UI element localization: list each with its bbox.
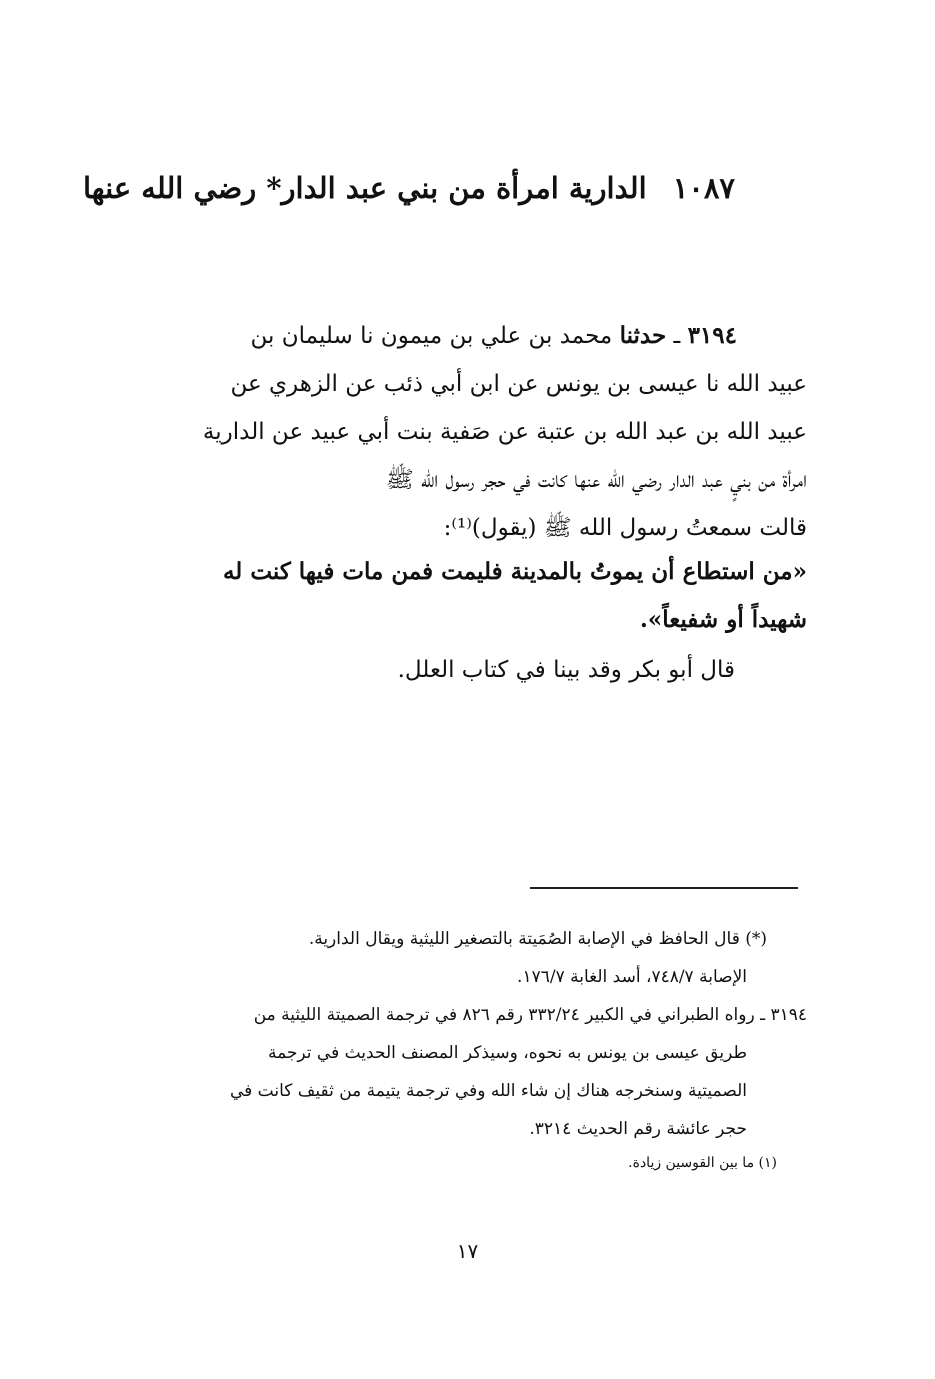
hadith-line: عبيد الله نا عيسى بن يونس عن ابن أبي ذئب عن الزهري عن <box>230 371 807 397</box>
hadith-text <box>127 312 807 552</box>
haddathana-word: حدثنا <box>619 322 667 349</box>
biography-title: الدارية امرأة من بني عبد الدار* رضي الله عنها <box>82 171 647 205</box>
hadith-line: عبيد الله بن عبد الله بن عتبة عن صَفية بنت أبي عبيد عن الدارية <box>202 419 807 445</box>
hadith-line-text: محمد بن علي بن ميمون نا سليمان بن <box>250 323 613 349</box>
hadith-number: ٣١٩٤ <box>687 322 737 349</box>
hadith-line: قالت سمعتُ رسول الله ﷺ (يقول)⁽¹⁾: <box>443 515 807 541</box>
footnote-hadith-line: ٣١٩٤ ـ رواه الطبراني في الكبير ٣٣٢/٢٤ رقم ٨٢٦ في ترجمة الصميتة الليثية من <box>253 1005 807 1025</box>
hadith-line: امرأة من بنيٍ عبد الدار رضي الله عنها كانت في حجر رسول الله ﷺ <box>385 467 807 493</box>
footnote-divider <box>530 887 798 889</box>
page-number: ١٧ <box>456 1239 479 1263</box>
footnote-hadith-line: طريق عيسى بن يونس به نحوه، وسيذكر المصنف الحديث في ترجمة <box>267 1043 747 1063</box>
quote-line: شهيداً أو شفيعاً». <box>639 606 807 633</box>
footnote-hadith <box>117 996 807 1148</box>
footnote-hadith-line: الصميتية وسنخرجه هناك إن شاء الله وفي ترجمة يتيمة من ثقيف كانت في <box>229 1081 747 1101</box>
biography-heading <box>82 168 735 208</box>
hadith-separator: ـ <box>673 323 681 349</box>
hadith-quote <box>127 548 807 644</box>
closing-remark: قال أبو بكر وقد بينا في كتاب العلل. <box>397 657 735 683</box>
footnote-hadith-line: حجر عائشة رقم الحديث ٣٢١٤. <box>529 1119 747 1139</box>
quote-line: «من استطاع أن يموتُ بالمدينة فليمت فمن مات فيها كنت له <box>222 558 807 585</box>
biography-number: ١٠٨٧ <box>672 171 735 205</box>
footnote-star: (*) قال الحافظ في الإصابة الصُمَيتة بالتصغير الليثية ويقال الدارية. <box>308 929 767 949</box>
footnote-1: (١) ما بين القوسين زيادة. <box>628 1155 777 1171</box>
footnote-star-refs: الإصابة ٧٤٨/٧، أسد الغابة ١٧٦/٧. <box>517 967 747 987</box>
footnotes <box>117 920 807 1178</box>
hadith-line <box>127 312 807 360</box>
